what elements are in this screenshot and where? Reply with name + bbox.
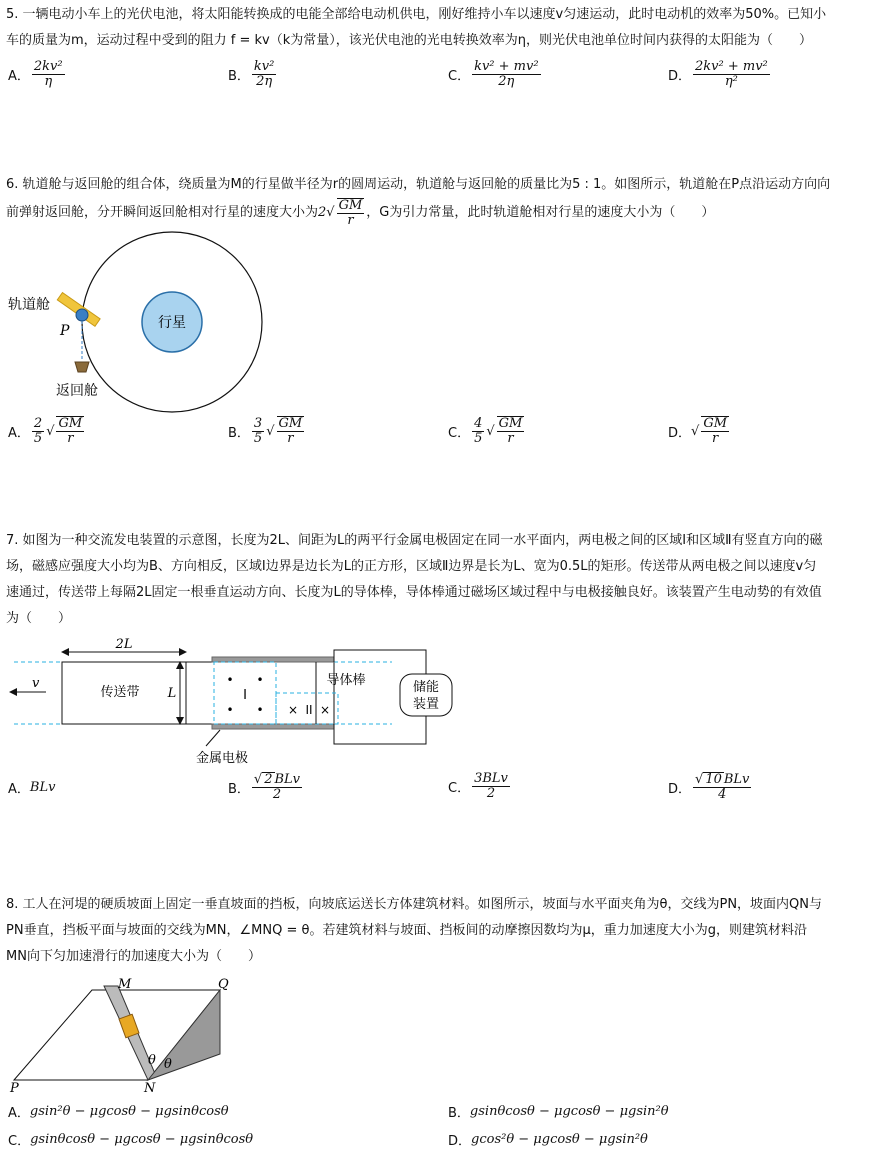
q8-stem-line3: MN向下匀加速滑行的加速度大小为（ ） (6, 949, 261, 964)
q7-stem-line3: 速通过，传送带上每隔2L固定一根垂直运动方向、长度为L的导体棒，导体棒通过磁场区域过程中与电极接触良好。该装置产生电动势的有效值 (6, 585, 822, 600)
svg-text:Q: Q (218, 977, 229, 992)
q7-stem-line4: 为（ ） (6, 611, 72, 626)
svg-text:装置: 装置 (412, 697, 440, 712)
q7-option-a[interactable]: A． BLv (8, 780, 56, 797)
svg-text:金属电极: 金属电极 (195, 751, 249, 766)
q6-option-b[interactable]: B． $\frac{3}{5}$ √ $\frac{GM}{r}$ (228, 415, 303, 446)
q5-option-c[interactable]: C． $\frac{\text{kv² + mv²}}{2\eta}$ (448, 59, 539, 89)
q5-option-a[interactable]: A． $\frac{\text{2kv²}}{\eta}$ (8, 59, 63, 89)
q5-option-d[interactable]: D． $\frac{\text{2kv² + mv²}}{\text{η²}}$ (668, 59, 768, 89)
q6-option-a[interactable]: A． $\frac{2}{5}$ √ $\frac{GM}{r}$ (8, 415, 83, 446)
q7-stem-line2: 场，磁感应强度大小均为B、方向相反，区域Ⅰ边界是边长为L的正方形，区域Ⅱ边界是长为L、宽为0.5L的矩形。传送带从两电极之间以速度v匀 (6, 559, 817, 574)
q7-option-d[interactable]: D． $\frac{\text{√ 10 BLv}}{4}$ (668, 772, 750, 802)
question-7 (6, 528, 886, 632)
svg-text:M: M (118, 977, 132, 992)
q8-figure (0, 976, 240, 1096)
svg-text:II: II (305, 703, 313, 717)
svg-text:N: N (144, 1081, 156, 1096)
q8-option-c[interactable]: C． gsinθcosθ − μgcosθ − μgsinθcosθ (8, 1132, 254, 1149)
svg-text:θ: θ (164, 1057, 172, 1072)
qn-triangle (148, 990, 220, 1080)
q6-figure (0, 225, 280, 415)
svg-text:2L: 2L (115, 638, 133, 652)
capsule-label: 返回舱 (56, 383, 98, 399)
q6-option-d[interactable]: D． √ $\frac{GM}{r}$ (668, 416, 728, 446)
planet-label: 行星 (158, 315, 186, 331)
return-capsule-icon (75, 362, 89, 372)
question-5 (6, 2, 886, 54)
question-8 (6, 892, 886, 970)
svg-text:v: v (32, 676, 40, 691)
svg-text:L: L (167, 686, 177, 701)
question-6 (6, 172, 886, 228)
svg-text:P: P (10, 1081, 19, 1096)
orbiter-label: 轨道舱 (8, 297, 50, 313)
q5-option-b[interactable]: B． $\frac{\text{kv²}}{2\eta}$ (228, 59, 275, 89)
svg-text:×: × (319, 703, 331, 717)
svg-text:I: I (243, 688, 247, 703)
q8-option-a[interactable]: A． gsin²θ − μgcosθ − μgsinθcosθ (8, 1104, 229, 1121)
point-p-label: P (60, 323, 70, 339)
q6-option-c[interactable]: C． $\frac{4}{5}$ √ $\frac{GM}{r}$ (448, 415, 523, 446)
svg-text:导体棒: 导体棒 (326, 673, 366, 688)
svg-text:传送带: 传送带 (100, 685, 140, 700)
svg-text:•: • (256, 673, 264, 687)
orbiter-body-icon (76, 309, 88, 321)
q7-option-b[interactable]: B． $\frac{\text{√ 2 BLv}}{2}$ (228, 772, 301, 802)
svg-text:×: × (287, 703, 299, 717)
q8-option-b[interactable]: B． gsinθcosθ − μgcosθ − μgsin²θ (448, 1104, 669, 1121)
q7-stem-line1: 7. 如图为一种交流发电装置的示意图，长度为2L、间距为L的两平行金属电极固定在同一水平面内，两电极之间的区域Ⅰ和区域Ⅱ有竖直方向的磁 (6, 533, 823, 548)
q6-stem-line2: 前弹射返回舱，分开瞬间返回舱相对行星的速度大小为 2 √ $\frac{GM}{r}$ ，G为引力常量，此时轨道舱相对行星的速度大小为（ ） (6, 198, 715, 228)
electrode-bottom (212, 724, 334, 729)
q8-stem-line1: 8. 工人在河堤的硬质坡面上固定一垂直坡面的挡板，向坡底运送长方体建筑材料。如图所示，坡面与水平面夹角为θ，交线为PN，坡面内QN与 (6, 897, 823, 912)
q8-stem-line2: PN垂直，挡板平面与坡面的交线为MN，∠MNQ = θ。若建筑材料与坡面、挡板间的动摩擦因数均为μ，重力加速度大小为g，则建筑材料沿 (6, 923, 807, 938)
svg-text:•: • (226, 703, 234, 717)
svg-text:•: • (256, 703, 264, 717)
q5-stem-line2: 车的质量为m，运动过程中受到的阻力 f = kv（k为常量），该光伏电池的光电转换效率为η，则光伏电池单位时间内获得的太阳能为（ ） (6, 33, 813, 48)
svg-text:•: • (226, 673, 234, 687)
q5-stem-line1: 5. 一辆电动小车上的光伏电池，将太阳能转换成的电能全部给电动机供电，刚好维持小车以速度v匀速运动，此时电动机的效率为50%。已知小 (6, 7, 827, 22)
q7-figure (0, 638, 460, 768)
building-material-icon (119, 1014, 139, 1038)
q8-option-d[interactable]: D． gcos²θ − μgcosθ − μgsin²θ (448, 1132, 648, 1149)
electrode-top (212, 657, 334, 662)
svg-text:储能: 储能 (412, 680, 440, 695)
q7-option-c[interactable]: C． $\frac{\text{3BLv}}{2}$ (448, 771, 508, 801)
svg-text:θ: θ (148, 1053, 156, 1068)
q6-stem-line1: 6. 轨道舱与返回舱的组合体，绕质量为M的行星做半径为r的圆周运动，轨道舱与返回舱的质量比为5 : 1。如图所示，轨道舱在P点沿运动方向向 (6, 177, 831, 192)
